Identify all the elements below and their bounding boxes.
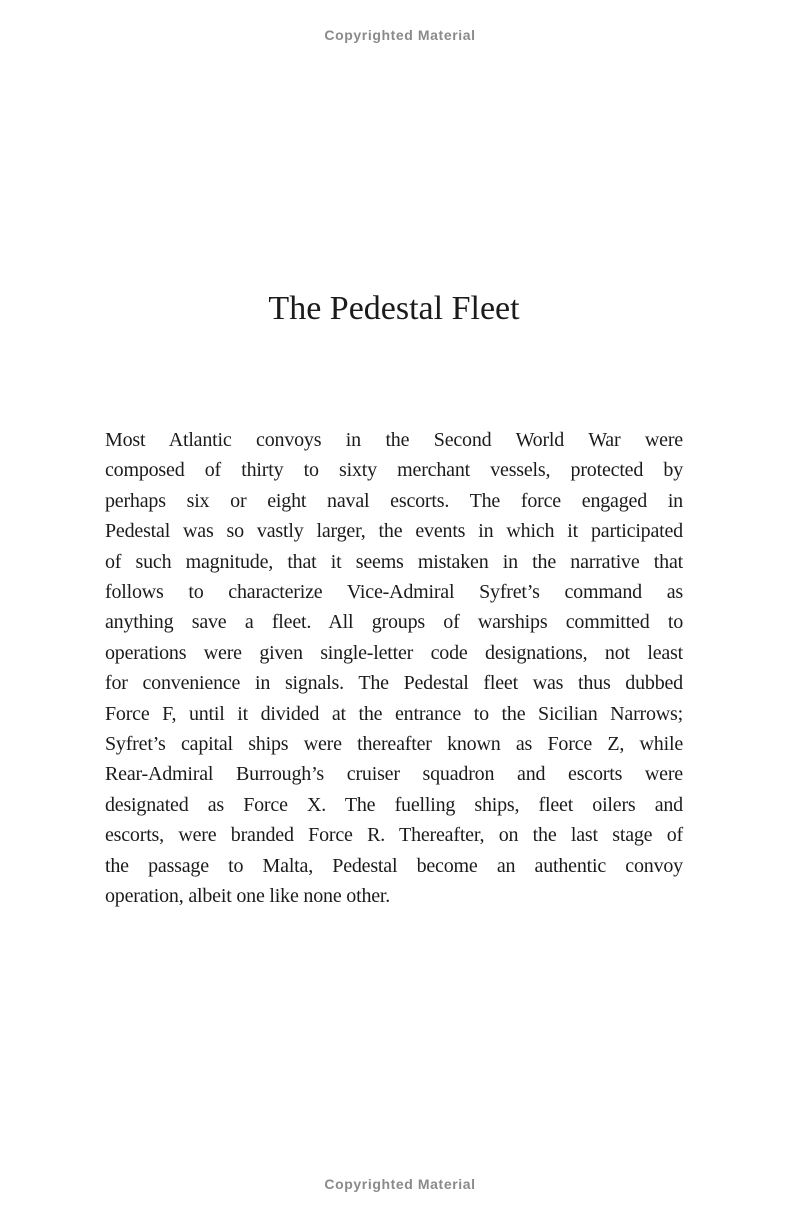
text-line: Force F, until it divided at the entrance to the Sicilian Narrows; bbox=[105, 702, 683, 725]
text-line: perhaps six or eight naval escorts. The force engaged in bbox=[105, 489, 683, 512]
body-paragraph bbox=[105, 425, 683, 912]
copyright-notice-bottom: Copyrighted Material bbox=[324, 1176, 476, 1192]
text-line: the passage to Malta, Pedestal become an authentic convoy bbox=[105, 854, 683, 877]
text-line: operation, albeit one like none other. bbox=[105, 885, 391, 908]
text-line: anything save a fleet. All groups of warships committed to bbox=[105, 611, 683, 634]
text-line: Rear-Admiral Burrough’s cruiser squadron and escorts were bbox=[105, 763, 683, 786]
text-line: Most Atlantic convoys in the Second World War were bbox=[105, 429, 683, 451]
text-line: for convenience in signals. The Pedestal fleet was thus dubbed bbox=[105, 672, 683, 695]
text-line: of such magnitude, that it seems mistaken in the narrative that bbox=[105, 550, 683, 573]
text-line: designated as Force X. The fuelling ships, fleet oilers and bbox=[105, 793, 683, 816]
text-line: composed of thirty to sixty merchant vessels, protected by bbox=[105, 459, 683, 482]
text-line: escorts, were branded Force R. Thereafter, on the last stage of bbox=[105, 824, 683, 847]
text-line: Pedestal was so vastly larger, the events in which it participated bbox=[105, 520, 683, 543]
chapter-title: The Pedestal Fleet bbox=[268, 290, 520, 327]
text-line: follows to characterize Vice-Admiral Syfret’s command as bbox=[105, 581, 683, 604]
text-line: operations were given single-letter code designations, not least bbox=[105, 641, 683, 664]
text-line: Syfret’s capital ships were thereafter known as Force Z, while bbox=[105, 733, 683, 756]
copyright-notice-top: Copyrighted Material bbox=[324, 27, 476, 43]
